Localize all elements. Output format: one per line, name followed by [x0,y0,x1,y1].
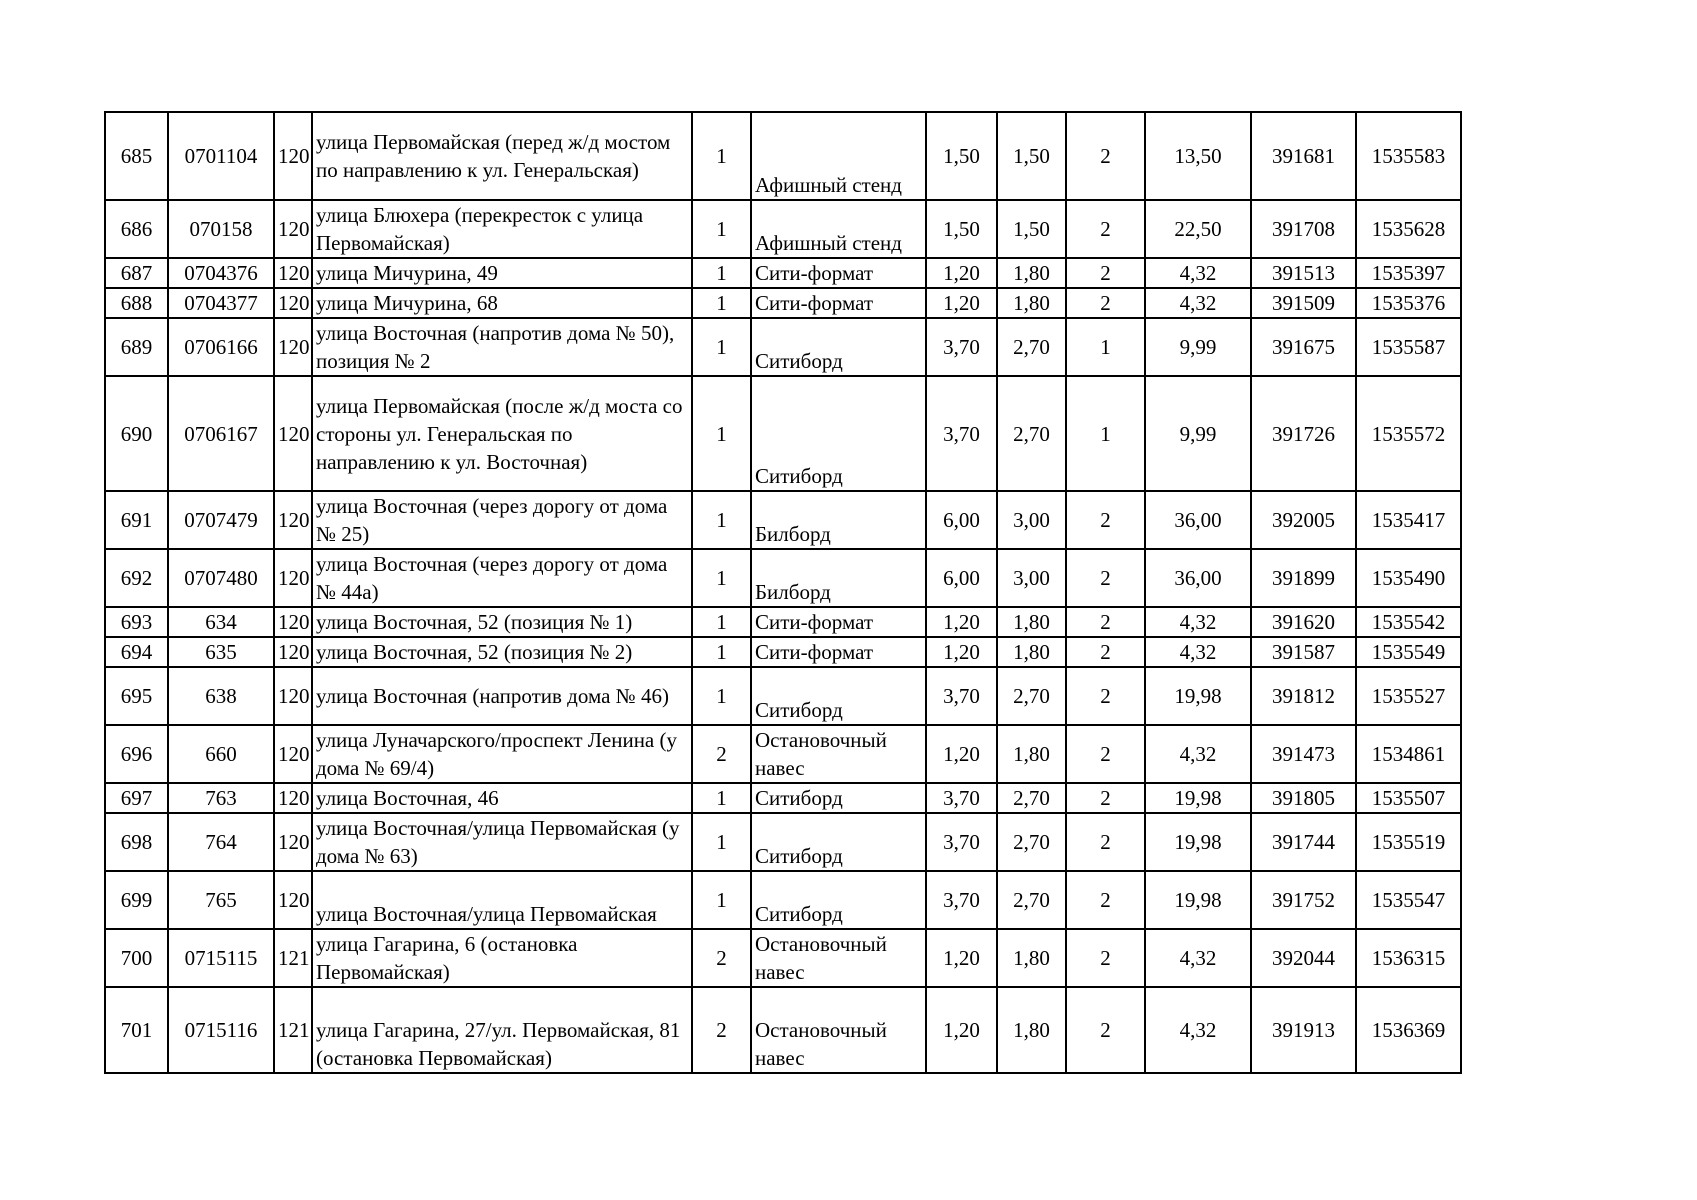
cell-faces: 2 [1066,288,1145,318]
cell-faces: 2 [1066,813,1145,871]
cell-structure-type: Остановочный навес [751,987,926,1073]
table-row [105,637,1461,667]
cell-zone: 120 [274,288,312,318]
cell-coord-y: 1536369 [1356,987,1461,1073]
cell-width: 1,20 [926,725,997,783]
cell-zone: 120 [274,813,312,871]
cell-coord-x: 391708 [1251,200,1356,258]
cell-code: 0707479 [168,491,274,549]
cell-area: 19,98 [1145,871,1251,929]
cell-number: 695 [105,667,168,725]
cell-number: 697 [105,783,168,813]
cell-code: 764 [168,813,274,871]
cell-sides: 1 [692,200,751,258]
table-row [105,318,1461,376]
cell-address: улица Первомайская (после ж/д моста со стороны ул. Генеральская по направлению к ул. Восточная) [312,376,692,491]
table-row [105,258,1461,288]
cell-number: 701 [105,987,168,1073]
cell-faces: 2 [1066,871,1145,929]
cell-coord-x: 391726 [1251,376,1356,491]
cell-area: 4,32 [1145,637,1251,667]
cell-width: 3,70 [926,871,997,929]
cell-coord-x: 391913 [1251,987,1356,1073]
cell-zone: 120 [274,376,312,491]
cell-faces: 2 [1066,200,1145,258]
cell-structure-type: Ситиборд [751,783,926,813]
cell-zone: 120 [274,783,312,813]
cell-coord-y: 1535549 [1356,637,1461,667]
cell-structure-type: Сити-формат [751,637,926,667]
cell-faces: 2 [1066,637,1145,667]
cell-zone: 120 [274,258,312,288]
cell-sides: 1 [692,607,751,637]
cell-sides: 1 [692,637,751,667]
cell-address: улица Мичурина, 49 [312,258,692,288]
table-row [105,813,1461,871]
cell-zone: 120 [274,667,312,725]
cell-height: 2,70 [997,813,1066,871]
cell-code: 0704376 [168,258,274,288]
cell-width: 6,00 [926,549,997,607]
cell-height: 1,80 [997,288,1066,318]
cell-code: 634 [168,607,274,637]
cell-faces: 2 [1066,667,1145,725]
cell-height: 1,80 [997,725,1066,783]
cell-sides: 1 [692,258,751,288]
cell-area: 4,32 [1145,929,1251,987]
cell-height: 2,70 [997,667,1066,725]
cell-coord-x: 391473 [1251,725,1356,783]
cell-code: 0715115 [168,929,274,987]
cell-width: 3,70 [926,667,997,725]
cell-width: 1,20 [926,607,997,637]
cell-sides: 1 [692,549,751,607]
cell-faces: 2 [1066,258,1145,288]
cell-zone: 120 [274,200,312,258]
cell-number: 694 [105,637,168,667]
cell-coord-y: 1535417 [1356,491,1461,549]
cell-width: 3,70 [926,813,997,871]
cell-sides: 1 [692,871,751,929]
cell-structure-type: Афишный стенд [751,112,926,200]
cell-number: 698 [105,813,168,871]
cell-structure-type: Билборд [751,491,926,549]
cell-width: 1,20 [926,258,997,288]
cell-address: улица Мичурина, 68 [312,288,692,318]
cell-structure-type: Остановочный навес [751,929,926,987]
cell-coord-x: 391744 [1251,813,1356,871]
cell-height: 1,80 [997,987,1066,1073]
cell-address: улица Восточная (через дорогу от дома № 44а) [312,549,692,607]
cell-coord-y: 1535527 [1356,667,1461,725]
cell-code: 638 [168,667,274,725]
cell-structure-type: Билборд [751,549,926,607]
cell-zone: 120 [274,725,312,783]
cell-area: 9,99 [1145,318,1251,376]
cell-width: 1,20 [926,637,997,667]
cell-width: 1,50 [926,112,997,200]
cell-code: 0706166 [168,318,274,376]
cell-number: 691 [105,491,168,549]
cell-zone: 121 [274,987,312,1073]
cell-coord-y: 1535587 [1356,318,1461,376]
cell-coord-x: 391509 [1251,288,1356,318]
cell-coord-y: 1535547 [1356,871,1461,929]
cell-structure-type: Ситиборд [751,813,926,871]
cell-sides: 1 [692,813,751,871]
cell-address: улица Восточная, 52 (позиция № 2) [312,637,692,667]
cell-address: улица Луначарского/проспект Ленина (у дома № 69/4) [312,725,692,783]
cell-sides: 1 [692,376,751,491]
cell-area: 9,99 [1145,376,1251,491]
cell-structure-type: Остановочный навес [751,725,926,783]
cell-structure-type: Ситиборд [751,376,926,491]
table-row [105,112,1461,200]
cell-height: 2,70 [997,318,1066,376]
table-row [105,667,1461,725]
cell-address: улица Блюхера (перекресток с улица Первомайская) [312,200,692,258]
cell-faces: 2 [1066,929,1145,987]
cell-address: улица Гагарина, 6 (остановка Первомайская) [312,929,692,987]
cell-height: 1,50 [997,112,1066,200]
cell-code: 765 [168,871,274,929]
cell-area: 4,32 [1145,288,1251,318]
cell-structure-type: Сити-формат [751,288,926,318]
cell-area: 19,98 [1145,783,1251,813]
cell-area: 22,50 [1145,200,1251,258]
cell-number: 686 [105,200,168,258]
table-row [105,607,1461,637]
cell-number: 693 [105,607,168,637]
cell-faces: 2 [1066,491,1145,549]
table-row [105,376,1461,491]
cell-sides: 1 [692,783,751,813]
cell-coord-y: 1535519 [1356,813,1461,871]
cell-area: 19,98 [1145,667,1251,725]
cell-address: улица Восточная (через дорогу от дома № 25) [312,491,692,549]
table-row [105,987,1461,1073]
cell-zone: 120 [274,112,312,200]
cell-area: 4,32 [1145,725,1251,783]
cell-code: 660 [168,725,274,783]
cell-sides: 1 [692,112,751,200]
cell-zone: 120 [274,607,312,637]
cell-zone: 120 [274,871,312,929]
cell-coord-x: 391805 [1251,783,1356,813]
cell-coord-y: 1535542 [1356,607,1461,637]
cell-faces: 1 [1066,376,1145,491]
cell-code: 763 [168,783,274,813]
cell-faces: 2 [1066,607,1145,637]
cell-address: улица Восточная, 46 [312,783,692,813]
cell-faces: 2 [1066,783,1145,813]
cell-sides: 1 [692,667,751,725]
cell-address: улица Восточная/улица Первомайская [312,871,692,929]
cell-faces: 2 [1066,987,1145,1073]
cell-zone: 121 [274,929,312,987]
table-row [105,929,1461,987]
cell-number: 687 [105,258,168,288]
cell-sides: 1 [692,288,751,318]
cell-address: улица Первомайская (перед ж/д мостом по направлению к ул. Генеральская) [312,112,692,200]
cell-coord-y: 1535572 [1356,376,1461,491]
cell-coord-y: 1535397 [1356,258,1461,288]
cell-structure-type: Афишный стенд [751,200,926,258]
cell-zone: 120 [274,637,312,667]
cell-height: 3,00 [997,491,1066,549]
cell-zone: 120 [274,549,312,607]
cell-coord-y: 1535628 [1356,200,1461,258]
cell-faces: 2 [1066,725,1145,783]
cell-coord-y: 1535507 [1356,783,1461,813]
cell-code: 635 [168,637,274,667]
cell-sides: 2 [692,987,751,1073]
cell-height: 1,80 [997,637,1066,667]
cell-code: 0701104 [168,112,274,200]
cell-coord-x: 392044 [1251,929,1356,987]
cell-area: 4,32 [1145,258,1251,288]
cell-structure-type: Сити-формат [751,258,926,288]
cell-coord-y: 1534861 [1356,725,1461,783]
cell-width: 3,70 [926,318,997,376]
cell-coord-y: 1535583 [1356,112,1461,200]
cell-sides: 1 [692,318,751,376]
table-row [105,200,1461,258]
cell-code: 0706167 [168,376,274,491]
cell-structure-type: Ситиборд [751,318,926,376]
cell-faces: 2 [1066,549,1145,607]
cell-area: 13,50 [1145,112,1251,200]
cell-address: улица Восточная (напротив дома № 50), позиция № 2 [312,318,692,376]
cell-height: 2,70 [997,871,1066,929]
cell-number: 699 [105,871,168,929]
cell-faces: 1 [1066,318,1145,376]
cell-faces: 2 [1066,112,1145,200]
cell-address: улица Восточная, 52 (позиция № 1) [312,607,692,637]
cell-zone: 120 [274,318,312,376]
cell-height: 1,80 [997,258,1066,288]
cell-coord-y: 1535376 [1356,288,1461,318]
table-row [105,725,1461,783]
cell-coord-y: 1535490 [1356,549,1461,607]
cell-width: 6,00 [926,491,997,549]
table-row [105,491,1461,549]
table-row [105,549,1461,607]
cell-code: 0707480 [168,549,274,607]
cell-width: 3,70 [926,376,997,491]
cell-coord-x: 391752 [1251,871,1356,929]
cell-width: 1,20 [926,987,997,1073]
cell-address: улица Восточная (напротив дома № 46) [312,667,692,725]
cell-code: 0704377 [168,288,274,318]
cell-number: 689 [105,318,168,376]
cell-width: 3,70 [926,783,997,813]
cell-coord-x: 391812 [1251,667,1356,725]
cell-height: 3,00 [997,549,1066,607]
cell-number: 685 [105,112,168,200]
cell-sides: 2 [692,929,751,987]
cell-height: 1,80 [997,607,1066,637]
cell-coord-x: 391899 [1251,549,1356,607]
table-row [105,783,1461,813]
cell-height: 1,50 [997,200,1066,258]
table-row [105,288,1461,318]
cell-height: 2,70 [997,376,1066,491]
cell-number: 688 [105,288,168,318]
cell-code: 0715116 [168,987,274,1073]
advertising-structures-table [104,111,1462,1074]
cell-coord-y: 1536315 [1356,929,1461,987]
cell-code: 070158 [168,200,274,258]
cell-height: 1,80 [997,929,1066,987]
cell-structure-type: Ситиборд [751,871,926,929]
cell-area: 36,00 [1145,549,1251,607]
cell-area: 36,00 [1145,491,1251,549]
cell-height: 2,70 [997,783,1066,813]
cell-sides: 2 [692,725,751,783]
cell-number: 690 [105,376,168,491]
cell-coord-x: 391513 [1251,258,1356,288]
cell-number: 696 [105,725,168,783]
cell-width: 1,20 [926,929,997,987]
cell-width: 1,20 [926,288,997,318]
cell-structure-type: Сити-формат [751,607,926,637]
cell-width: 1,50 [926,200,997,258]
cell-coord-x: 392005 [1251,491,1356,549]
table-body [105,112,1461,1073]
cell-area: 4,32 [1145,987,1251,1073]
cell-address: улица Восточная/улица Первомайская (у дома № 63) [312,813,692,871]
cell-number: 692 [105,549,168,607]
cell-area: 4,32 [1145,607,1251,637]
table-row [105,871,1461,929]
cell-address: улица Гагарина, 27/ул. Первомайская, 81 (остановка Первомайская) [312,987,692,1073]
cell-zone: 120 [274,491,312,549]
cell-number: 700 [105,929,168,987]
cell-structure-type: Ситиборд [751,667,926,725]
cell-coord-x: 391587 [1251,637,1356,667]
cell-sides: 1 [692,491,751,549]
cell-coord-x: 391675 [1251,318,1356,376]
cell-area: 19,98 [1145,813,1251,871]
cell-coord-x: 391681 [1251,112,1356,200]
cell-coord-x: 391620 [1251,607,1356,637]
